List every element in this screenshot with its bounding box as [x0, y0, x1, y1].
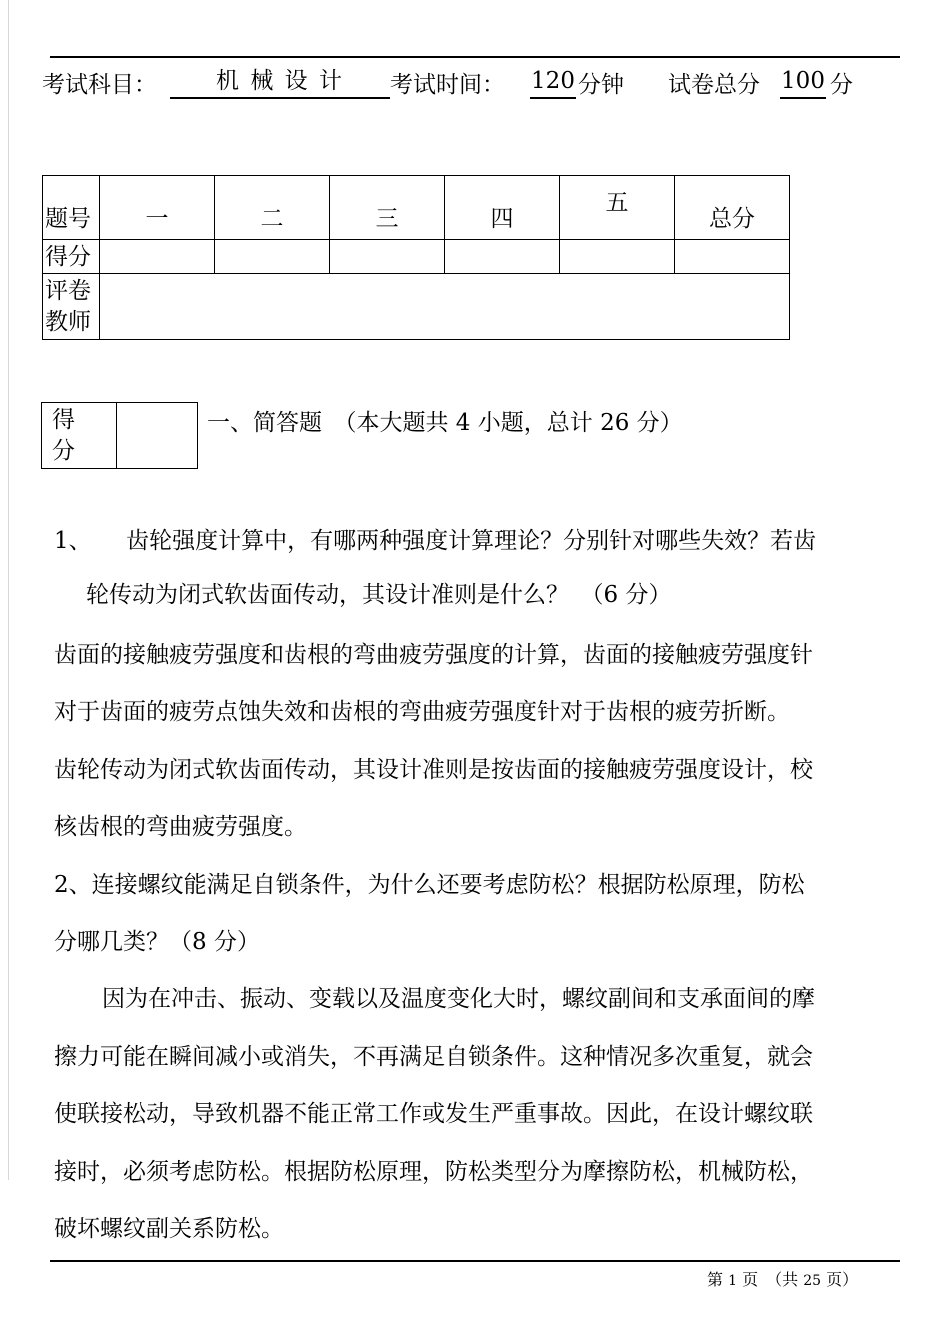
score-table [42, 175, 790, 340]
grader-cell [100, 274, 790, 340]
col-header-1: 一 [100, 176, 215, 240]
answer-2-line-5: 破坏螺纹副关系防松。 [54, 1216, 284, 1242]
answer-1-line-3: 齿轮传动为闭式软齿面传动，其设计准则是按齿面的接触疲劳强度设计，校 [54, 757, 813, 783]
score-cell-1 [100, 240, 215, 274]
footer-page-number: 1 [728, 1273, 738, 1289]
row-label-score: 得分 [43, 240, 100, 274]
page-footer [707, 1267, 858, 1290]
section-score-box [41, 402, 198, 469]
row-label-question-number: 题号 [43, 176, 100, 240]
question-1-line-1: 1、 齿轮强度计算中，有哪两种强度计算理论？分别针对哪些失效？若齿 [54, 528, 817, 554]
section-score-label [42, 403, 117, 469]
col-header-total: 总分 [675, 176, 790, 240]
total-value: 100 [780, 65, 826, 99]
section-title: 一、简答题 （本大题共 4 小题，总计 26 分） [207, 410, 683, 436]
answer-2-line-1: 因为在冲击、振动、变载以及温度变化大时，螺纹副间和支承面间的摩 [102, 986, 815, 1012]
score-cell-5 [560, 240, 675, 274]
col-header-4: 四 [445, 176, 560, 240]
score-cell-2 [215, 240, 330, 274]
time-unit: 分钟 [578, 72, 624, 98]
answer-1-line-4: 核齿根的弯曲疲劳强度。 [54, 814, 307, 840]
question-2-line-1: 2、连接螺纹能满足自锁条件，为什么还要考虑防松？根据防松原理，防松 [54, 872, 805, 898]
question-1-line-2: 轮传动为闭式软齿面传动，其设计准则是什么？ （6 分） [86, 582, 672, 608]
answer-2-line-3: 使联接松动，导致机器不能正常工作或发生严重事故。因此，在设计螺纹联 [54, 1101, 813, 1127]
grader-label-line1: 评卷 [45, 277, 91, 304]
col-header-5: 五 [560, 176, 675, 240]
footer-page-total: 25 [803, 1273, 822, 1289]
page-edge [8, 0, 9, 1180]
time-label: 考试时间： [390, 72, 505, 98]
section-score-label-line1: 得 [52, 406, 75, 433]
score-cell-total [675, 240, 790, 274]
time-value: 120 [530, 65, 576, 99]
score-cell-4 [445, 240, 560, 274]
total-unit: 分 [830, 72, 853, 98]
total-label: 试卷总分 [668, 72, 760, 98]
footer-page-prefix: 第 [707, 1270, 724, 1289]
row-label-grader [43, 274, 100, 340]
answer-1-line-1: 齿面的接触疲劳强度和齿根的弯曲疲劳强度的计算，齿面的接触疲劳强度针 [54, 642, 813, 668]
answer-2-line-4: 接时，必须考虑防松。根据防松原理，防松类型分为摩擦防松，机械防松， [54, 1159, 813, 1185]
footer-page-suffix: 页） [826, 1270, 859, 1289]
footer-page-mid: 页 （共 [742, 1270, 799, 1289]
subject-label: 考试科目： [42, 72, 157, 98]
subject-value: 机 械 设 计 [170, 65, 390, 99]
col-header-3: 三 [330, 176, 445, 240]
answer-2-line-2: 擦力可能在瞬间减小或消失，不再满足自锁条件。这种情况多次重复，就会 [54, 1044, 813, 1070]
answer-1-line-2: 对于齿面的疲劳点蚀失效和齿根的弯曲疲劳强度针对于齿根的疲劳折断。 [54, 699, 790, 725]
top-rule [50, 56, 900, 58]
bottom-rule [50, 1260, 900, 1262]
grader-label-line2: 教师 [45, 308, 91, 335]
question-2-line-2: 分哪几类？（8 分） [54, 929, 260, 955]
col-header-2: 二 [215, 176, 330, 240]
score-cell-3 [330, 240, 445, 274]
section-score-label-line2: 分 [52, 437, 75, 464]
section-score-cell [117, 403, 198, 469]
